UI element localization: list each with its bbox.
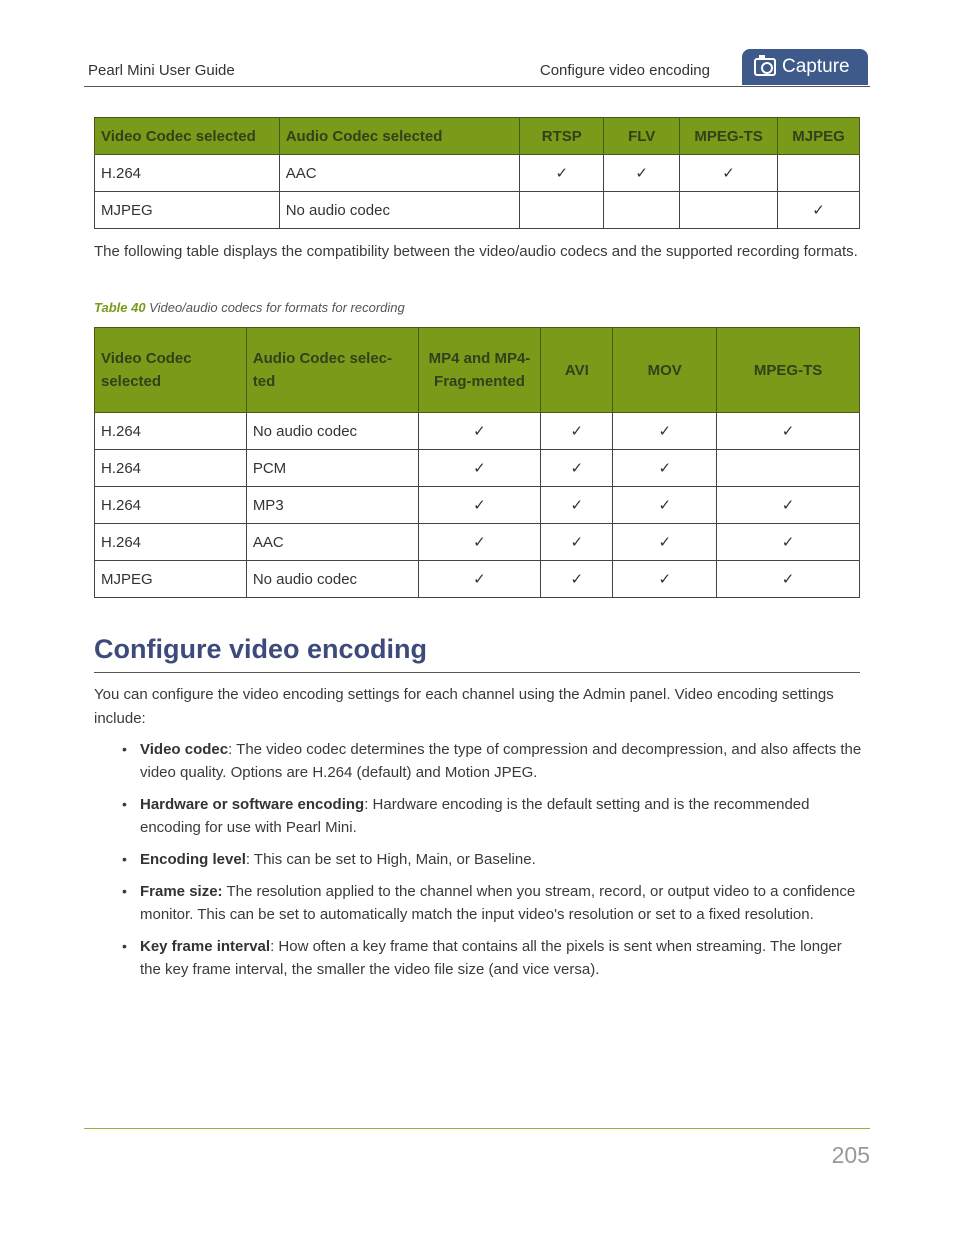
table-cell xyxy=(680,192,778,229)
setting-description: : This can be set to High, Main, or Baseline. xyxy=(245,851,536,868)
table-cell: H.264 xyxy=(95,487,247,524)
setting-term: Hardware or software encoding xyxy=(140,796,365,813)
streaming-compat-table xyxy=(94,117,860,229)
checkmark-icon: ✓ xyxy=(541,450,613,487)
checkmark-icon: ✓ xyxy=(541,561,613,598)
table-cell: No audio codec xyxy=(246,561,418,598)
guide-title: Pearl Mini User Guide xyxy=(88,62,235,79)
checkmark-icon: ✓ xyxy=(613,561,717,598)
checkmark-icon: ✓ xyxy=(613,450,717,487)
bullet-icon: • xyxy=(122,796,127,812)
table-cell xyxy=(604,192,680,229)
checkmark-icon: ✓ xyxy=(613,413,717,450)
column-header: Audio Codec selected xyxy=(279,118,520,155)
bullet-icon: • xyxy=(122,851,127,867)
checkmark-icon: ✓ xyxy=(613,524,717,561)
table-row xyxy=(95,450,860,487)
setting-term: Encoding level xyxy=(140,851,246,868)
table-cell: MP3 xyxy=(246,487,418,524)
checkmark-icon: ✓ xyxy=(541,524,613,561)
checkmark-icon: ✓ xyxy=(717,487,860,524)
table-row xyxy=(95,561,860,598)
setting-description: : The video codec determines the type of compression and decompression, and also affects the video quality. Options are H.264 (default) and Motion JPEG. xyxy=(140,741,862,781)
capture-badge-label: Capture xyxy=(782,56,850,77)
section-heading: Configure video encoding xyxy=(94,634,428,664)
table-cell: MJPEG xyxy=(95,561,247,598)
checkmark-icon: ✓ xyxy=(680,155,778,192)
table-cell: PCM xyxy=(246,450,418,487)
column-header: Audio Codec selec-ted xyxy=(246,328,418,413)
setting-term: Frame size: xyxy=(140,883,223,900)
table-cell: H.264 xyxy=(95,450,247,487)
setting-term: Key frame interval xyxy=(140,938,271,955)
column-header: MPEG-TS xyxy=(717,328,860,413)
list-item xyxy=(94,793,864,839)
column-header: FLV xyxy=(604,118,680,155)
list-item xyxy=(94,935,864,981)
table-cell xyxy=(520,192,604,229)
list-item xyxy=(94,848,864,871)
page-header xyxy=(84,0,870,88)
table-header-row xyxy=(95,118,860,155)
column-header: RTSP xyxy=(520,118,604,155)
setting-term: Video codec xyxy=(140,741,229,758)
column-header: MOV xyxy=(613,328,717,413)
table-cell: AAC xyxy=(246,524,418,561)
table-cell: AAC xyxy=(279,155,520,192)
table-cell: H.264 xyxy=(95,155,280,192)
checkmark-icon: ✓ xyxy=(520,155,604,192)
section-intro: You can configure the video encoding settings for each channel using the Admin panel. Video encoding settings include: xyxy=(94,686,834,727)
checkmark-icon: ✓ xyxy=(613,487,717,524)
list-item xyxy=(94,880,864,926)
column-header: MPEG-TS xyxy=(680,118,778,155)
caption-number: Table 40 xyxy=(94,300,146,315)
bullet-icon: • xyxy=(122,938,127,954)
table-row xyxy=(95,524,860,561)
column-header: MP4 and MP4-Frag-mented xyxy=(418,328,541,413)
footer-divider xyxy=(84,1128,870,1129)
table-cell xyxy=(778,155,860,192)
recording-compat-table xyxy=(94,327,860,598)
checkmark-icon: ✓ xyxy=(604,155,680,192)
table-header-row xyxy=(95,328,860,413)
table-row xyxy=(95,413,860,450)
checkmark-icon: ✓ xyxy=(778,192,860,229)
setting-description: : Hardware encoding is the default setting and is the recommended encoding for use with Pearl Mini. xyxy=(140,796,810,836)
table-row xyxy=(95,155,860,192)
checkmark-icon: ✓ xyxy=(541,487,613,524)
table-cell: H.264 xyxy=(95,413,247,450)
checkmark-icon: ✓ xyxy=(418,524,541,561)
column-header: Video Codec selected xyxy=(95,118,280,155)
checkmark-icon: ✓ xyxy=(418,413,541,450)
checkmark-icon: ✓ xyxy=(418,561,541,598)
checkmark-icon: ✓ xyxy=(541,413,613,450)
bullet-icon: • xyxy=(122,741,127,757)
table-cell: No audio codec xyxy=(279,192,520,229)
heading-divider xyxy=(94,672,860,673)
bullet-icon: • xyxy=(122,883,127,899)
list-item xyxy=(94,738,864,784)
page-number: 205 xyxy=(831,1142,870,1168)
table-cell xyxy=(717,450,860,487)
column-header: AVI xyxy=(541,328,613,413)
camera-icon xyxy=(754,58,776,76)
table-caption xyxy=(94,300,405,315)
column-header: Video Codec selected xyxy=(95,328,247,413)
intro-paragraph: The following table displays the compatibility between the video/audio codecs and the supported recording formats. xyxy=(94,243,858,260)
table-cell: No audio codec xyxy=(246,413,418,450)
header-divider xyxy=(84,86,870,87)
checkmark-icon: ✓ xyxy=(717,524,860,561)
checkmark-icon: ✓ xyxy=(418,487,541,524)
table-cell: H.264 xyxy=(95,524,247,561)
caption-text: Video/audio codecs for formats for recording xyxy=(145,300,405,315)
capture-badge xyxy=(742,49,868,85)
checkmark-icon: ✓ xyxy=(418,450,541,487)
table-cell: MJPEG xyxy=(95,192,280,229)
column-header: MJPEG xyxy=(778,118,860,155)
setting-description: The resolution applied to the channel when you stream, record, or output video to a confidence monitor. This can be set to automatically match the input video's resolution or set to a fixed resolution. xyxy=(140,883,856,923)
table-row xyxy=(95,487,860,524)
checkmark-icon: ✓ xyxy=(717,561,860,598)
table-row xyxy=(95,192,860,229)
checkmark-icon: ✓ xyxy=(717,413,860,450)
settings-list xyxy=(94,738,864,990)
header-section-title: Configure video encoding xyxy=(539,62,710,79)
setting-description: : How often a key frame that contains all the pixels is sent when streaming. The longer the key frame interval, the smaller the video file size (and vice versa). xyxy=(140,938,842,978)
